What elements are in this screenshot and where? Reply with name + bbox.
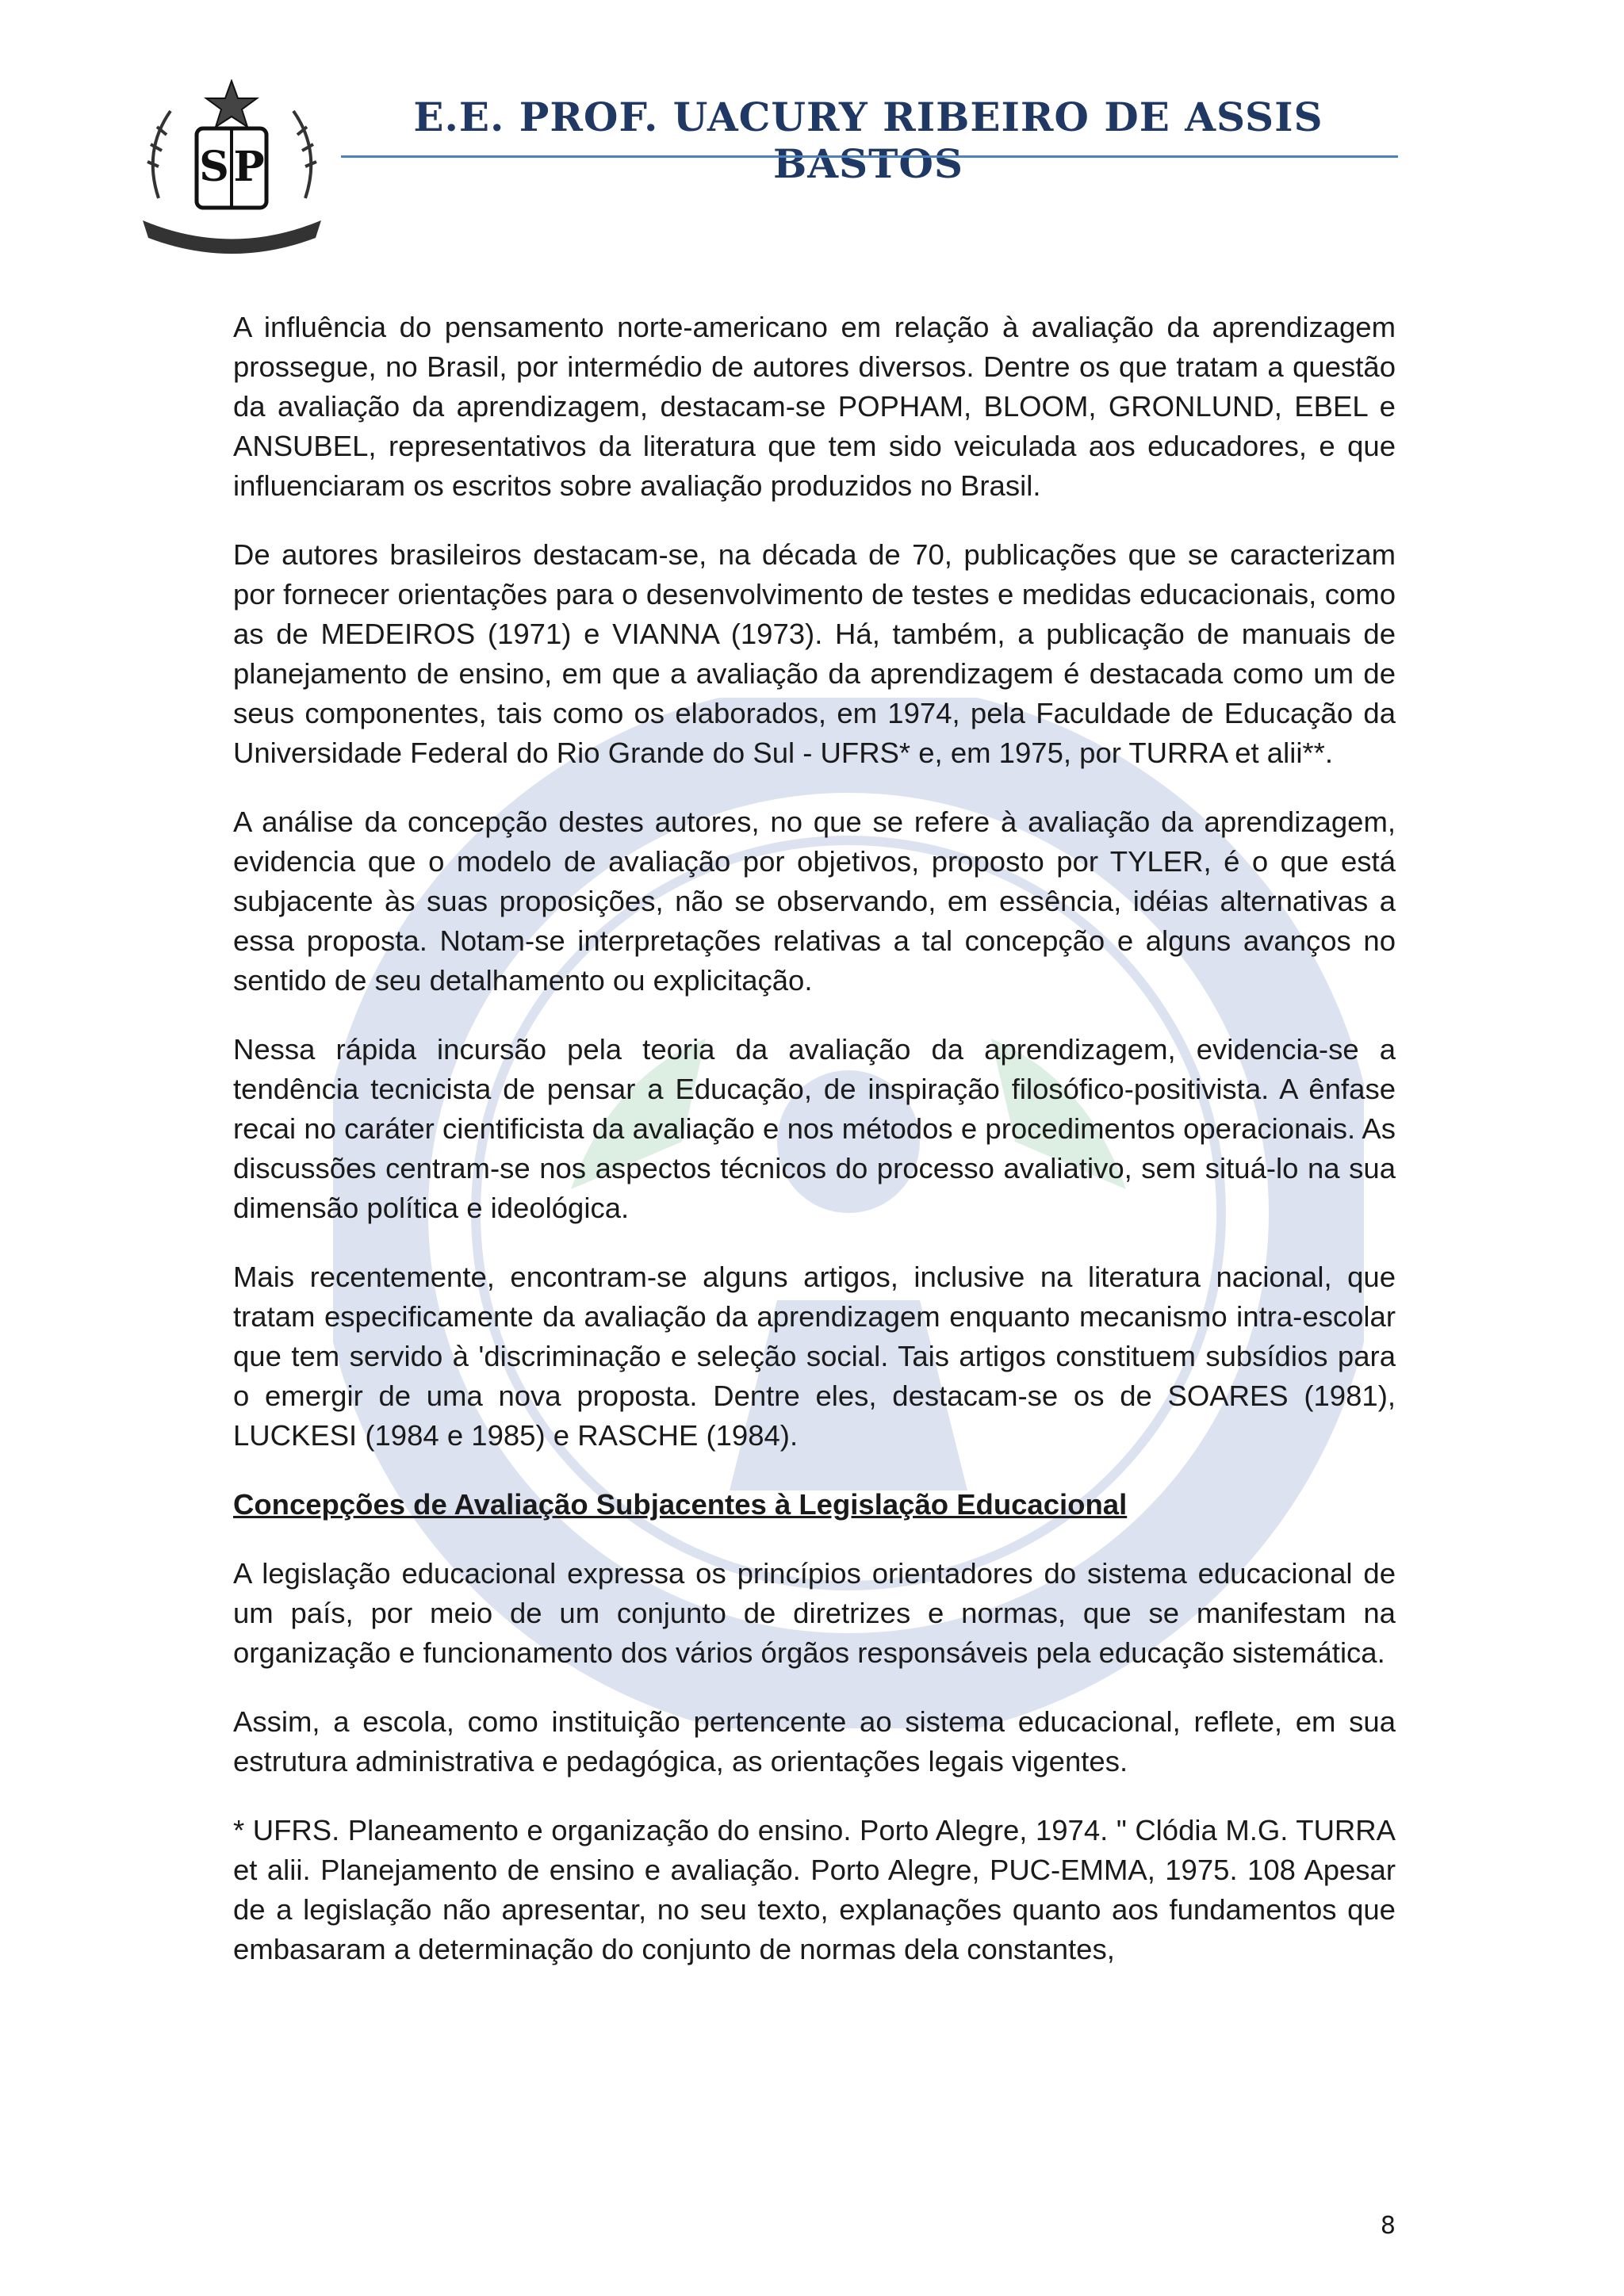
body-paragraph: Mais recentemente, encontram-se alguns artigos, inclusive na literatura nacional, que tratam especificamente da avaliação da aprendizagem enquanto mecanismo intra-escolar que tem servido à 'discriminação e seleção social. Tais artigos constituem subsídios para o emergir de uma nova proposta. Dentre eles, destacam-se os de SOARES (1981), LUCKESI (1984 e 1985) e RASCHE (1984). <box>233 1261 1396 1452</box>
school-title: E.E. PROF. UACURY RIBEIRO DE ASSIS BASTOS <box>413 94 1323 187</box>
header-divider <box>341 155 1398 158</box>
document-body <box>233 308 1396 1999</box>
body-paragraph: De autores brasileiros destacam-se, na década de 70, publicações que se caracterizam por fornecer orientações para o desenvolvimento de testes e medidas educacionais, como as de MEDEIROS (1971) e VIANNA (1973). Há, também, a publicação de manuais de planejamento de ensino, em que a avaliação da aprendizagem é destacada como um de seus componentes, tais como os elaborados, em 1974, pela Faculdade de Educação da Universidade Federal do Rio Grande do Sul - UFRS* e, em 1975, por TURRA et alii**. <box>233 538 1396 769</box>
svg-text:P: P <box>233 143 265 191</box>
body-paragraph: Assim, a escola, como instituição pertencente ao sistema educacional, reflete, em sua estrutura administrativa e pedagógica, as orientações legais vigentes. <box>233 1705 1396 1777</box>
body-paragraph: A legislação educacional expressa os princípios orientadores do sistema educacional de um país, por meio de um conjunto de diretrizes e normas, que se manifestam na organização e funcionamento dos vários órgãos responsáveis pela educação sistemática. <box>233 1557 1396 1669</box>
body-paragraph: Nessa rápida incursão pela teoria da avaliação da aprendizagem, evidencia-se a tendência tecnicista de pensar a Educação, de inspiração filosófico-positivista. A ênfase recai no caráter cientificista da avaliação e nos métodos e procedimentos operacionais. As discussões centram-se nos aspectos técnicos do processo avaliativo, sem situá-lo na sua dimensão política e ideológica. <box>233 1033 1396 1224</box>
footnote-paragraph: * UFRS. Planeamento e organização do ensino. Porto Alegre, 1974. " Clódia M.G. TURRA et alii. Planejamento de ensino e avaliação. Porto Alegre, PUC-EMMA, 1975. 108 Apesar de a legislação não apresentar, no seu texto, explanações quanto aos fundamentos que embasaram a determinação do conjunto de normas dela constantes, <box>233 1814 1396 1965</box>
svg-text:S: S <box>199 143 229 191</box>
body-paragraph: A análise da concepção destes autores, no que se refere à avaliação da aprendizagem, evidencia que o modelo de avaliação por objetivos, proposto por TYLER, é o que está subjacente às suas proposições, não se observando, em essência, idéias alternativas a essa proposta. Notam-se interpretações relativas a tal concepção e alguns avanços no sentido de seu detalhamento ou explicitação. <box>233 806 1396 997</box>
section-heading: Concepções de Avaliação Subjacentes à Legislação Educacional <box>233 1488 1128 1521</box>
page-number: 8 <box>1380 2212 1396 2240</box>
coat-of-arms-icon <box>127 79 337 262</box>
body-paragraph: A influência do pensamento norte-americano em relação à avaliação da aprendizagem prossegue, no Brasil, por intermédio de autores diversos. Dentre os que tratam a questão da avaliação da aprendizagem, destacam-se POPHAM, BLOOM, GRONLUND, EBEL e ANSUBEL, representativos da literatura que tem sido veiculada aos educadores, e que influenciaram os escritos sobre avaliação produzidos no Brasil. <box>233 311 1396 502</box>
